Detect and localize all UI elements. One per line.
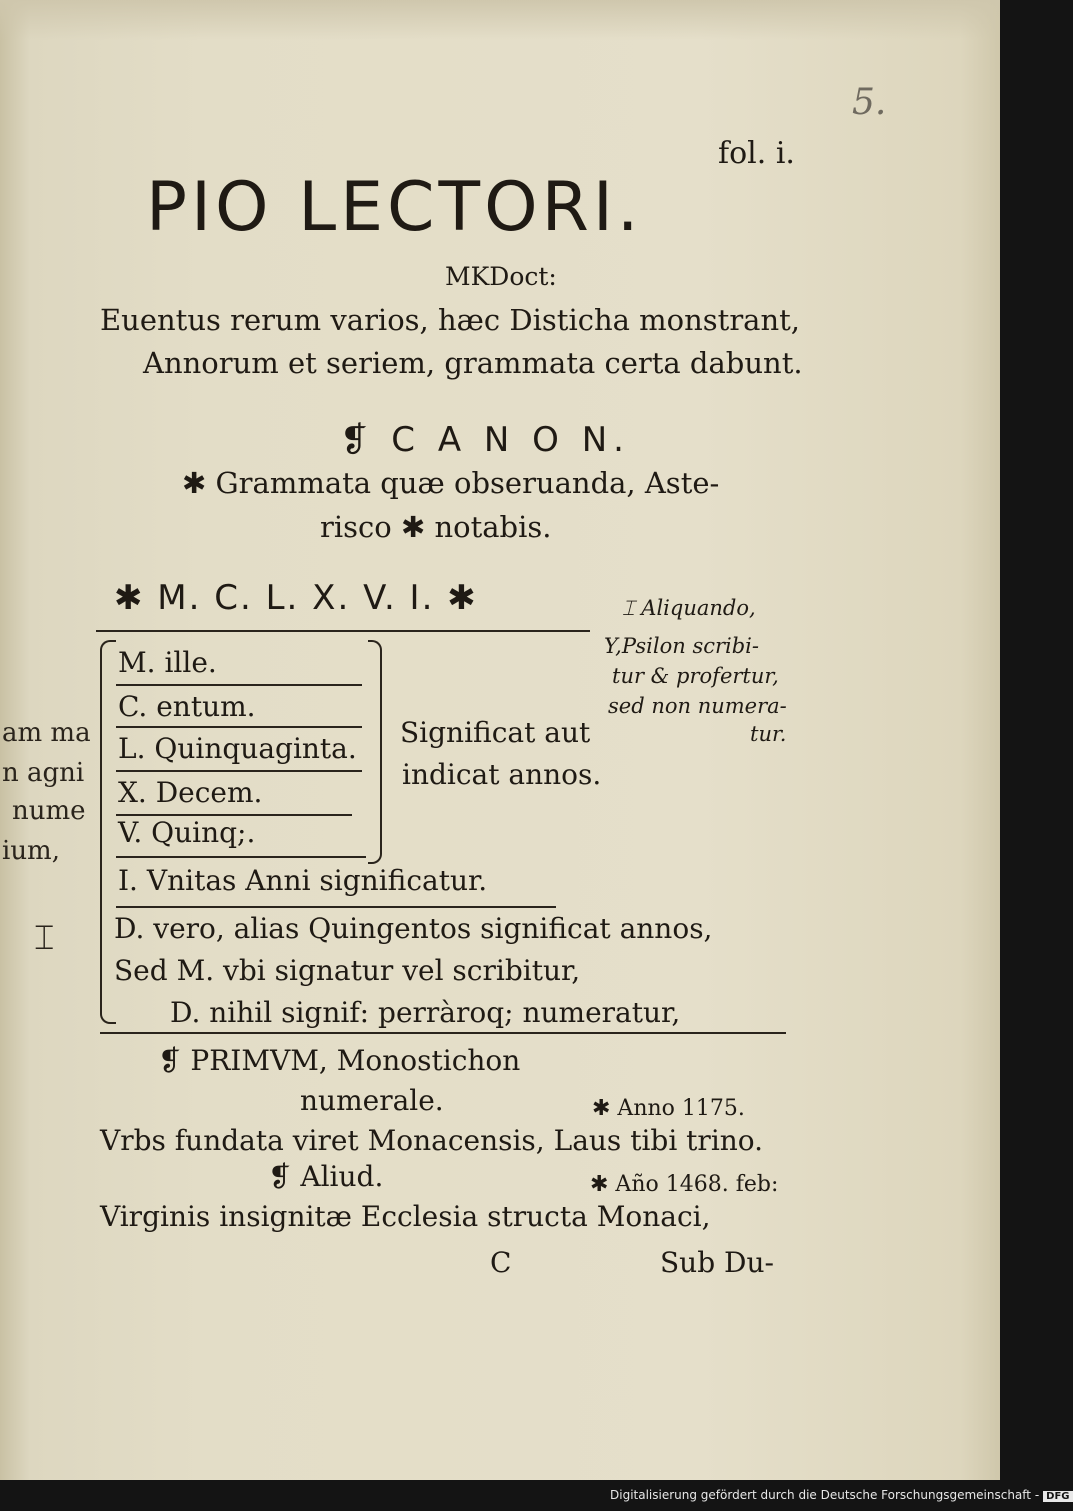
page-title: PIO LECTORI. [146,168,643,247]
left-margin-mark: ⌶ [34,918,55,958]
folio-number: fol. i. [718,136,795,171]
section-rule [100,1032,786,1034]
side-note-line-3: tur & profertur, [612,664,779,688]
catchword: Sub Du- [660,1246,774,1279]
canon-text-line-2: risco ✱ notabis. [320,510,552,544]
signature-mark: C [490,1246,512,1279]
significat-line-1: Significat aut [400,716,591,749]
meaning-v: V. Quinq;. [118,816,256,849]
meaning-rule [116,726,362,728]
meaning-m: M. ille. [118,646,217,679]
anno-1175: ✱ Anno 1175. [592,1096,745,1121]
roman-numerals-line: ✱ M. C. L. X. V. I. ✱ [114,578,478,618]
inner-brace [368,640,382,864]
primum-subheading: numerale. [300,1084,444,1117]
dfg-logo: DFG [1043,1491,1072,1502]
footer-text: Digitalisierung gefördert durch die Deutsche Forschungsgemeinschaft - [610,1488,1040,1502]
canon-heading: ❡ C A N O N. [340,420,630,460]
numerals-underline [96,630,590,632]
primum-heading: ❡ PRIMVM, Monostichon [158,1044,521,1077]
distich-line-1: Euentus rerum varios, hæc Disticha monstrant, [100,303,801,337]
left-margin-line-3: nume [12,796,86,826]
meaning-x: X. Decem. [118,776,263,809]
side-note-line-1: ⌶ Aliquando, [622,596,756,620]
unitas-line: I. Vnitas Anni significatur. [118,864,488,897]
canon-text-line-1: ✱ Grammata quæ obseruanda, Aste- [182,466,720,500]
left-margin-line-2: n agni [2,758,85,788]
pencil-page-number: 5. [852,82,887,123]
verse-line-1: Vrbs fundata viret Monacensis, Laus tibi trino. [100,1124,764,1157]
meaning-rule [116,856,366,858]
aliud-heading: ❡ Aliud. [268,1160,384,1193]
side-note-line-2: Y,Psilon scribi- [604,634,759,658]
meaning-rule [116,684,362,686]
page-subtitle: MKDoct: [445,262,557,291]
left-margin-line-1: am ma [2,718,91,748]
anno-1468: ✱ Año 1468. feb: [590,1172,779,1197]
d-line-1: D. vero, alias Quingentos significat annos, [114,912,713,945]
meaning-c: C. entum. [118,690,256,723]
footer-credit [610,1488,1073,1502]
left-margin-line-4: ium, [2,836,60,866]
meaning-rule [116,770,362,772]
unitas-underline [116,906,556,908]
distich-line-2: Annorum et seriem, grammata certa dabunt. [143,346,803,380]
significat-line-2: indicat annos. [402,758,602,791]
meaning-l: L. Quinquaginta. [118,732,357,765]
d-line-2: Sed M. vbi signatur vel scribitur, [114,954,581,987]
side-note-line-5: tur. [750,722,787,746]
d-line-3: D. nihil signif: perràroq; numeratur, [170,996,681,1029]
verse-line-2: Virginis insignitæ Ecclesia structa Monaci, [100,1200,711,1233]
side-note-line-4: sed non numera- [608,694,787,718]
